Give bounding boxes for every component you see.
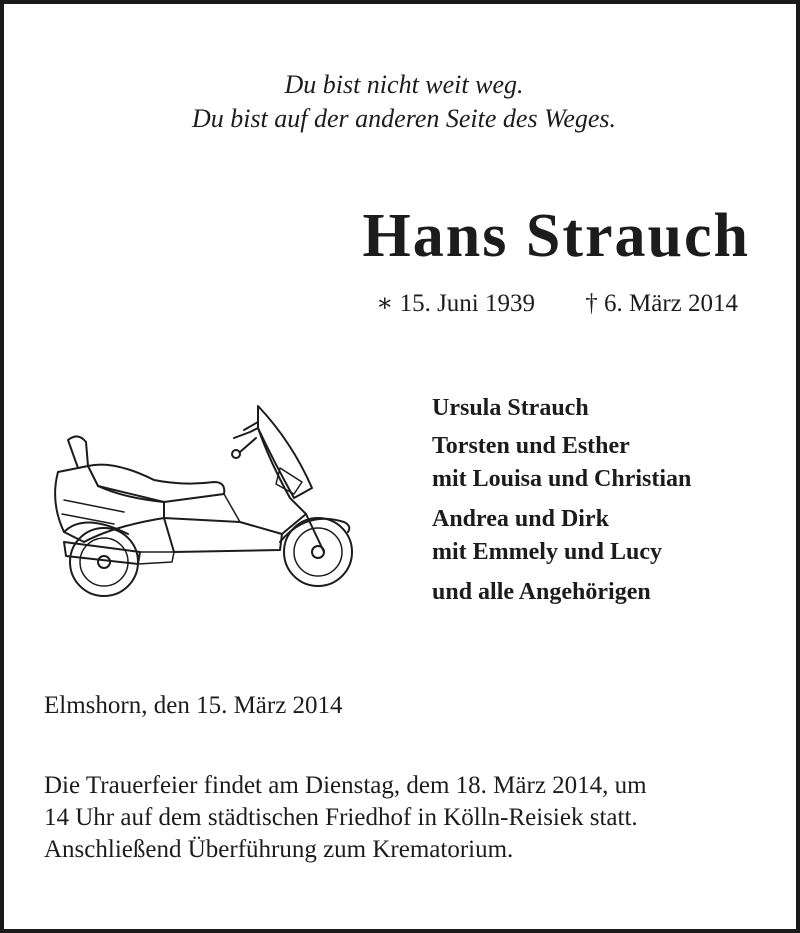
quote-line-2: Du bist auf der anderen Seite des Weges.	[191, 104, 617, 133]
mourner-line: mit Emmely und Lucy	[432, 539, 663, 565]
place-and-date: Elmshorn, den 15. März 2014	[44, 692, 343, 719]
mourner-line: Andrea und Dirk	[432, 506, 609, 532]
deceased-name: Hans Strauch	[362, 202, 750, 270]
motorcycle-icon	[44, 402, 364, 602]
mourner-group	[432, 430, 691, 496]
quote-line-1: Du bist nicht weit weg.	[284, 70, 524, 99]
memorial-quote	[4, 68, 800, 136]
death-date: † 6. März 2014	[585, 290, 738, 317]
mourner-line: mit Louisa und Christian	[432, 466, 692, 492]
funeral-notice	[44, 770, 647, 866]
mourner-line: Torsten und Esther	[432, 433, 630, 459]
notice-line-2: 14 Uhr auf dem städtischen Friedhof in Kölln-Reisiek statt.	[44, 804, 638, 831]
birth-date: ∗ 15. Juni 1939	[376, 290, 535, 317]
life-dates	[376, 288, 738, 320]
mourner-line: und alle Angehörigen	[432, 579, 651, 605]
notice-line-1: Die Trauerfeier findet am Dienstag, dem 18. März 2014, um	[44, 772, 647, 799]
mourner-group	[432, 576, 691, 609]
mourners-list	[432, 392, 691, 616]
mourner-group	[432, 392, 691, 425]
mourner-line: Ursula Strauch	[432, 395, 589, 421]
mourner-group	[432, 503, 691, 569]
notice-line-3: Anschließend Überführung zum Krematorium.	[44, 836, 514, 863]
